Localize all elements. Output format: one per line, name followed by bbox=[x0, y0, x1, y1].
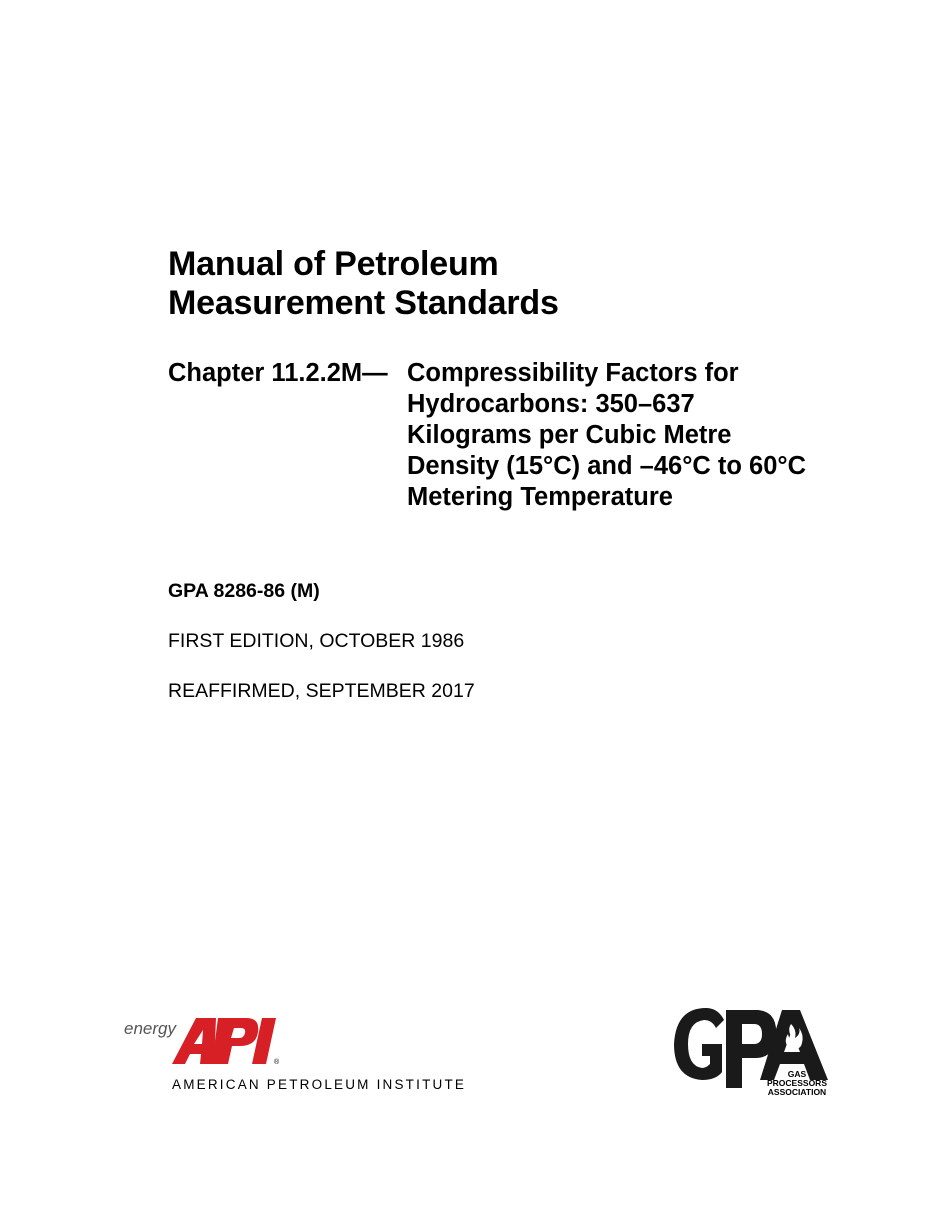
gpa-caption bbox=[757, 1070, 837, 1097]
chapter-number: Chapter 11.2.2M— bbox=[168, 359, 388, 387]
api-energy-word: energy bbox=[124, 1019, 176, 1038]
api-caption: AMERICAN PETROLEUM INSTITUTE bbox=[172, 1077, 467, 1092]
main-title-line-1: Manual of Petroleum bbox=[168, 245, 499, 283]
chapter-title bbox=[407, 358, 806, 513]
api-logo bbox=[122, 1010, 467, 1100]
title-block bbox=[168, 245, 559, 323]
standard-designation: GPA 8286-86 (M) bbox=[168, 580, 320, 602]
main-title-line-2: Measurement Standards bbox=[168, 284, 559, 322]
chapter-title-line-5: Metering Temperature bbox=[407, 483, 673, 511]
chapter-title-line-3: Kilograms per Cubic Metre bbox=[407, 421, 732, 449]
gpa-caption-line-1: GAS PROCESSORS bbox=[767, 1069, 827, 1088]
chapter-title-line-2: Hydrocarbons: 350–637 bbox=[407, 390, 695, 418]
reaffirmed-statement: REAFFIRMED, SEPTEMBER 2017 bbox=[168, 680, 475, 702]
chapter-title-line-1: Compressibility Factors for bbox=[407, 359, 739, 387]
edition-statement: FIRST EDITION, OCTOBER 1986 bbox=[168, 630, 465, 652]
gpa-caption-line-2: ASSOCIATION bbox=[767, 1087, 827, 1097]
svg-text:®: ® bbox=[274, 1059, 280, 1066]
chapter-title-line-4: Density (15°C) and –46°C to 60°C bbox=[407, 452, 807, 480]
api-letters-mark bbox=[170, 1014, 282, 1066]
gpa-logo bbox=[670, 1000, 840, 1095]
